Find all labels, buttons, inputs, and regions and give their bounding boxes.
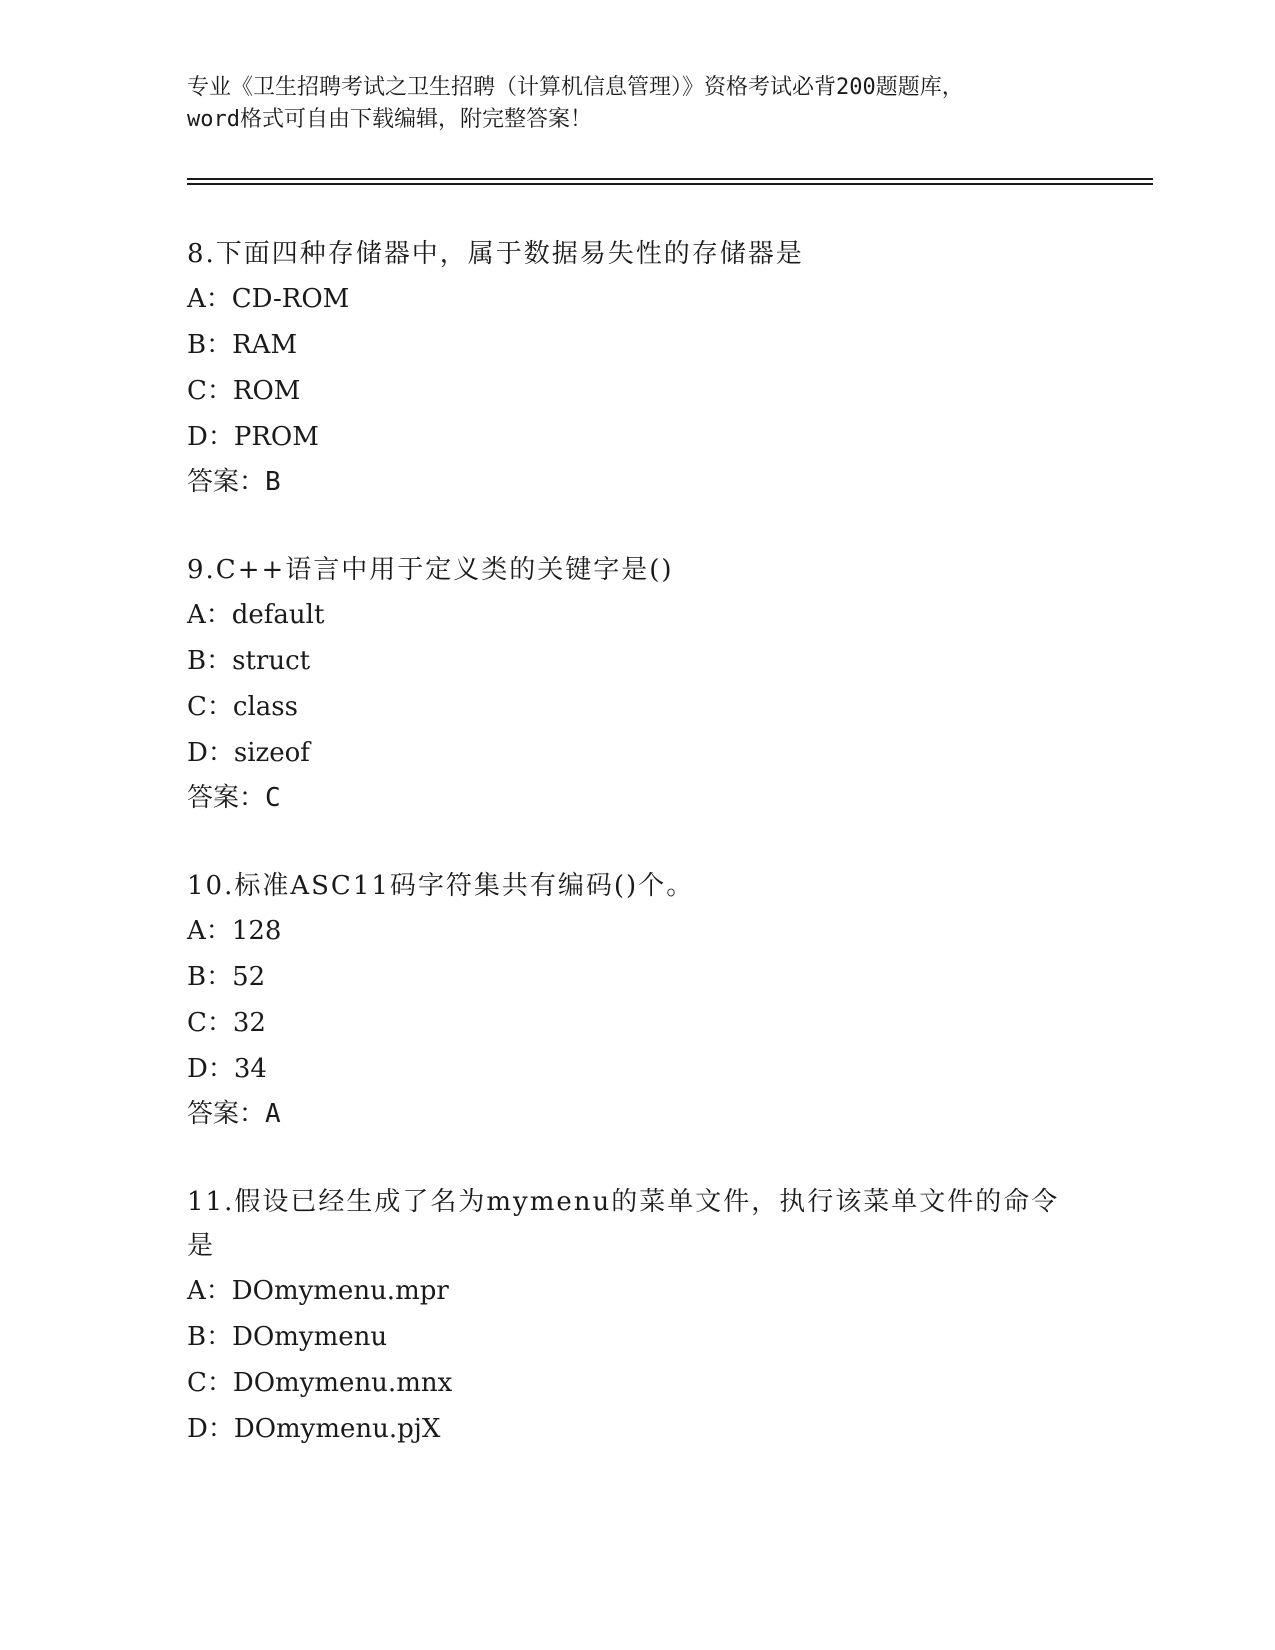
question-title: 8.下面四种存储器中，属于数据易失性的存储器是 bbox=[187, 239, 804, 269]
option-d: D：34 bbox=[187, 1054, 267, 1084]
answer-line: 答案：C bbox=[187, 783, 281, 813]
question-8 bbox=[187, 232, 1087, 504]
question-9 bbox=[187, 548, 1087, 820]
option-d: D：sizeof bbox=[187, 738, 310, 768]
header-divider-bottom bbox=[187, 183, 1153, 185]
option-b: B：struct bbox=[187, 646, 311, 676]
question-title: 10.标准ASC11码字符集共有编码()个。 bbox=[187, 871, 695, 901]
header-divider-top bbox=[187, 178, 1153, 180]
option-d: D：DOmymenu.pjX bbox=[187, 1414, 441, 1444]
option-c: C：32 bbox=[187, 1008, 266, 1038]
header-line-2: word格式可自由下载编辑，附完整答案！ bbox=[187, 107, 592, 132]
option-a: A：CD-ROM bbox=[187, 284, 350, 314]
answer-line: 答案：A bbox=[187, 1099, 281, 1129]
question-title: 11.假设已经生成了名为mymenu的菜单文件，执行该菜单文件的命令是 bbox=[187, 1187, 1060, 1261]
option-a: A：default bbox=[187, 600, 325, 630]
answer-line: 答案：B bbox=[187, 467, 281, 497]
question-title: 9.C++语言中用于定义类的关键字是() bbox=[187, 555, 674, 585]
option-c: C：DOmymenu.mnx bbox=[187, 1368, 453, 1398]
option-c: C：class bbox=[187, 692, 298, 722]
option-c: C：ROM bbox=[187, 376, 301, 406]
option-b: B：DOmymenu bbox=[187, 1322, 388, 1352]
question-10 bbox=[187, 864, 1087, 1136]
header-line-1: 专业《卫生招聘考试之卫生招聘（计算机信息管理）》资格考试必背200题题库， bbox=[187, 75, 964, 100]
option-d: D：PROM bbox=[187, 422, 319, 452]
option-a: A：128 bbox=[187, 916, 282, 946]
question-11 bbox=[187, 1180, 1067, 1452]
option-b: B：52 bbox=[187, 962, 266, 992]
option-a: A：DOmymenu.mpr bbox=[187, 1276, 449, 1306]
option-b: B：RAM bbox=[187, 330, 298, 360]
document-header bbox=[187, 72, 1087, 136]
